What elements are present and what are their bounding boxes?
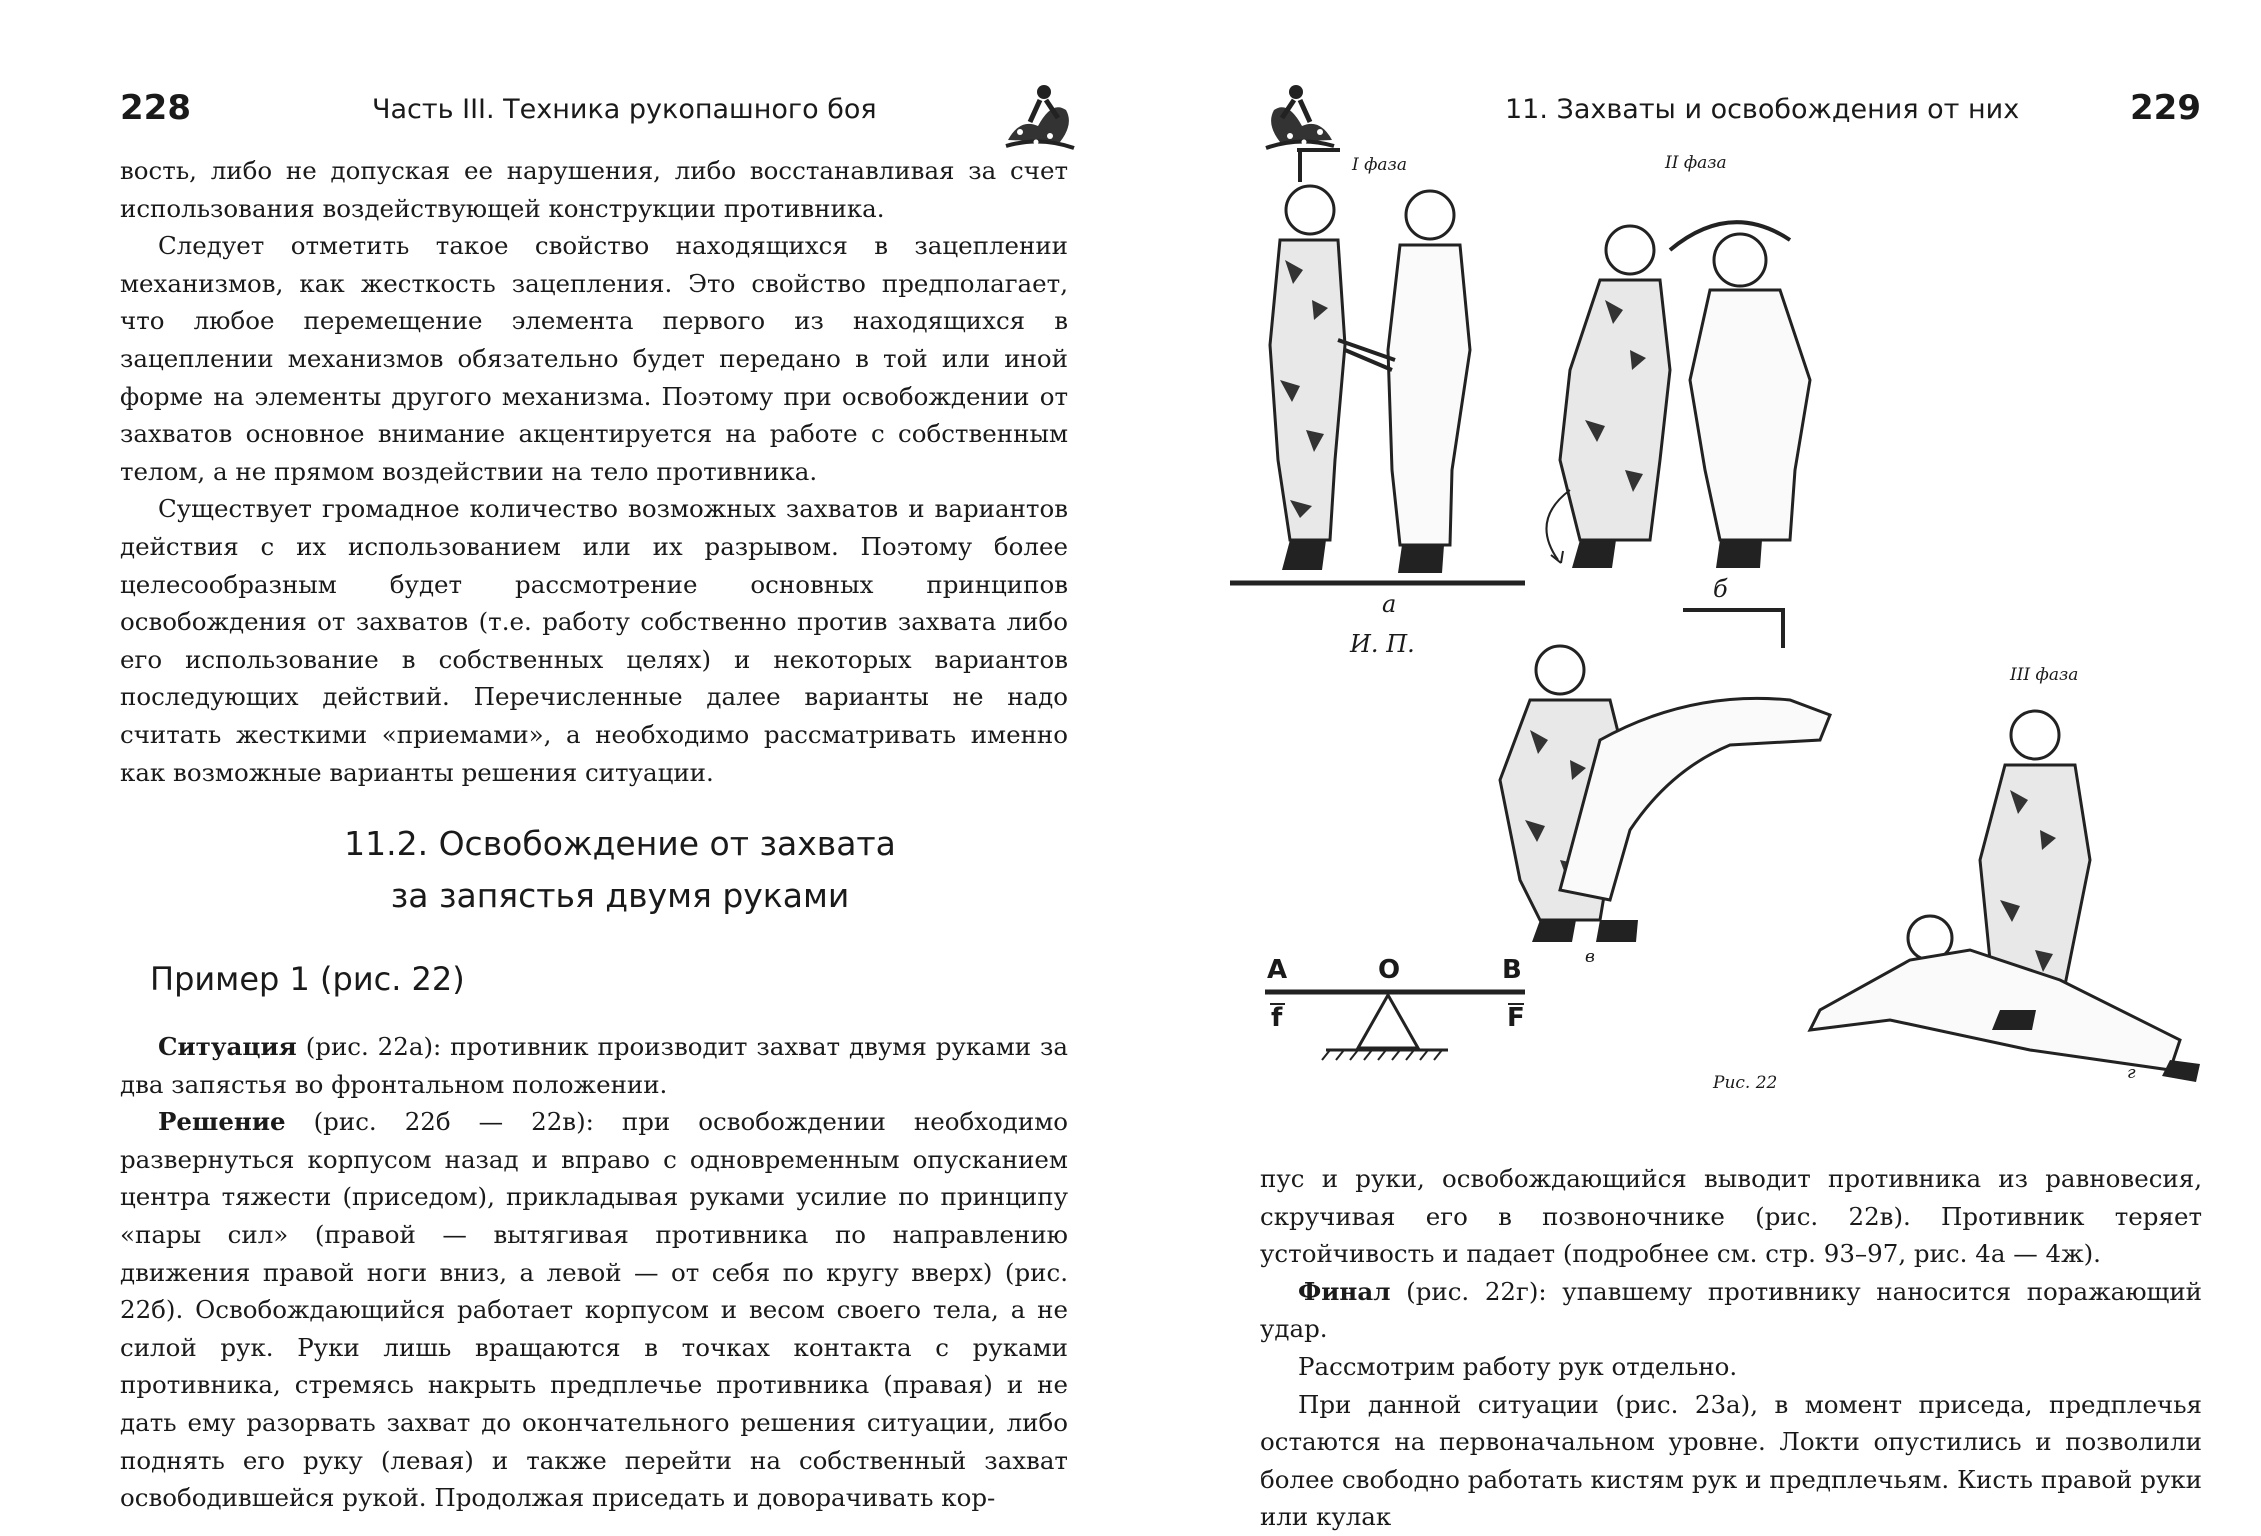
label-phase-1: I фаза: [1352, 155, 1407, 175]
lever-label-o: O: [1378, 955, 1401, 985]
label-panel-v: в: [1585, 947, 1595, 967]
lever-label-f-small: f: [1271, 1003, 1283, 1033]
fighters-emblem-left: [1000, 70, 1080, 154]
final-text: (рис. 22г): упавшему противнику наносится поражающий удар.: [1260, 1276, 2202, 1344]
final-label: Финал: [1298, 1276, 1391, 1306]
consider-paragraph: Рассмотрим работу рук отдельно.: [1298, 1351, 1738, 1381]
subsection-title: Пример 1 (рис. 22): [150, 960, 465, 998]
page-number-left: 228: [120, 88, 191, 128]
label-panel-b: б: [1713, 575, 1728, 603]
left-paragraph-1: вость, либо не допуская ее нарушения, либо восстанавливая за счет использования воздействующей конструкции противника.: [120, 156, 1068, 223]
section-title-line-2: за запястья двумя руками: [390, 876, 850, 915]
right-paragraph-last: При данной ситуации (рис. 23а), в момент приседа, предплечья остаются на первоначальном уровне. Локти опустились и позволили более свободно работать кистям рук и предплечьям. Кисть правой руки или кулак: [1260, 1389, 2202, 1532]
situation-label: Ситуация: [158, 1032, 297, 1061]
situation-paragraph: [120, 1028, 1068, 1103]
lever-label-f-large: F: [1507, 1003, 1525, 1033]
situation-text: (рис. 22а): противник производит захват двумя руками за два запястья во фронтальном положении.: [120, 1032, 1068, 1099]
running-head-left: Часть III. Техника рукопашного боя: [372, 94, 877, 125]
fig-22b-turning-pair: [1546, 222, 1810, 568]
right-paragraph-1: пус и руки, освобождающийся выводит противника из равновесия, скручивая его в позвоночнике (рис. 22в). Противник теряет устойчивость и падает (подробнее см. стр. 93–97, рис. 4а — 4ж).: [1260, 1164, 2202, 1269]
fig-22v-throw: [1500, 646, 1830, 942]
label-initial-position: И. П.: [1350, 630, 1415, 658]
running-head-right: 11. Захваты и освобождения от них: [1505, 94, 2020, 125]
fig-22g-final: [1810, 711, 2200, 1082]
solution-text: (рис. 22б — 22в): при освобождении необходимо развернуться корпусом назад и вправо с одновременным опусканием центра тяжести (приседом), прикладывая руками усилие по принципу «пары сил» (правой — вытягивая противника по направлению движения правой ноги вниз, а левой — от себя по кругу вверх) (рис. 22б). Освобождающийся работает корпусом и весом своего тела, а не силой рук. Руки лишь вращаются в точках контакта с руками противника, стремясь накрыть предплечье противника (правая) и не дать ему разорвать захват до окончательного решения ситуации, либо поднять его руку (левая) и также перейти на собственный захват освободившейся рукой. Продолжая приседать и доворачивать кор-: [120, 1107, 1068, 1513]
left-body-top: [120, 152, 1068, 791]
label-panel-g: г: [2127, 1063, 2136, 1083]
fig-22a-standing-pair: [1270, 186, 1470, 573]
figure-caption: Рис. 22: [1713, 1073, 1778, 1093]
left-body-bottom: [120, 1028, 1068, 1517]
lever-label-a: A: [1267, 955, 1288, 985]
label-panel-a: а: [1382, 590, 1397, 618]
solution-paragraph: [120, 1103, 1068, 1517]
fig-22b-corner-mark-2: [1683, 610, 1783, 648]
label-phase-3: III фаза: [2010, 665, 2079, 685]
lever-label-b: B: [1502, 955, 1522, 985]
label-phase-2: II фаза: [1665, 153, 1727, 173]
fig-22b-corner-mark: [1297, 148, 1340, 182]
left-paragraph-2: Следует отметить такое свойство находящихся в зацеплении механизмов, как жесткость зацепления. Это свойство предполагает, что любое перемещение элемента первого из находящихся в зацеплении механизмов обязательно будет передано в той или иной форме на элементы другого механизма. Поэтому при освобождении от захватов основное внимание акцентируется на работе с собственным телом, а не прямом воздействии на тело противника.: [120, 231, 1068, 486]
final-paragraph: [1260, 1273, 2202, 1348]
left-page: [0, 0, 1130, 1513]
section-title-line-1: 11.2. Освобождение от захвата: [344, 824, 896, 863]
page-number-right: 229: [2130, 88, 2201, 128]
right-page: [1130, 0, 2261, 1532]
lever-diagram: [1265, 992, 1525, 1060]
left-paragraph-3: Существует громадное количество возможных захватов и вариантов действия с их использованием или их разрывом. Поэтому более целесообразным будет рассмотрение основных принципов освобождения от захватов (т.е. работу собственно против захвата либо его использование в собственных целях) и некоторых вариантов последующих действий. Перечисленные далее варианты не надо считать жесткими «приемами», а необходимо рассматривать именно как возможные варианты решения ситуации.: [120, 494, 1068, 787]
right-body: [1260, 1160, 2202, 1536]
solution-label: Решение: [158, 1107, 286, 1137]
